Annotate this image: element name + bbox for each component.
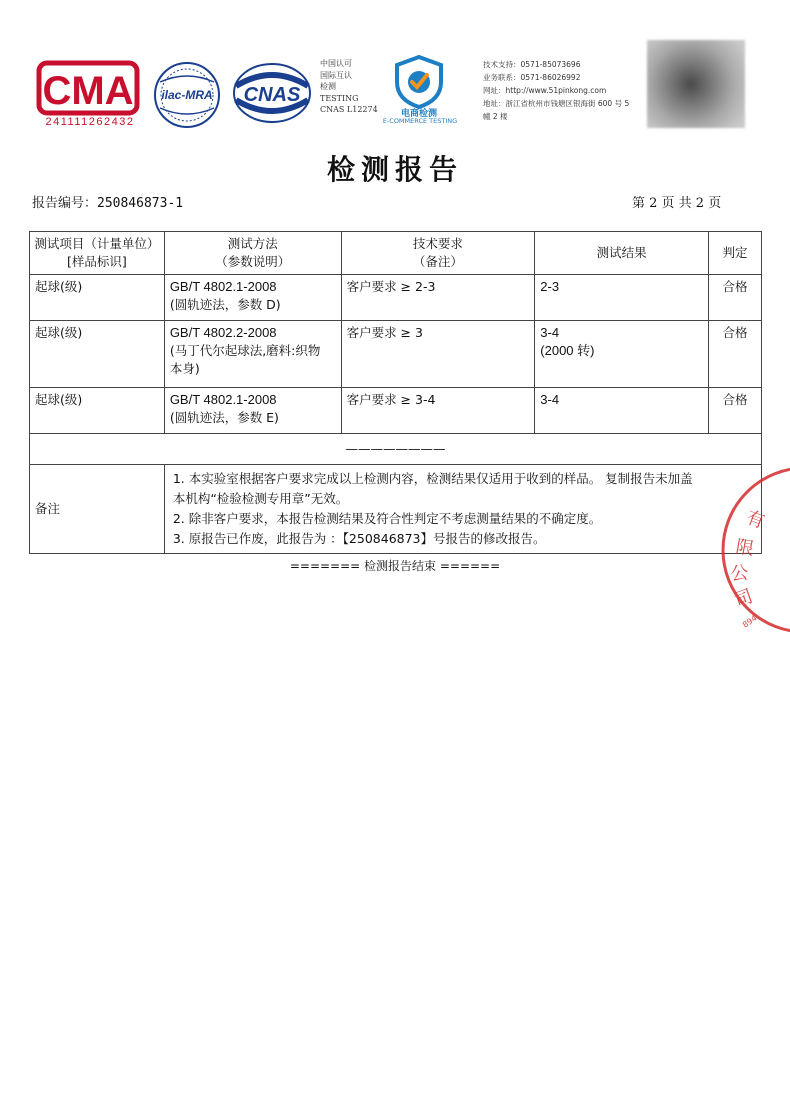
cnas-info-line: 中国认可 <box>320 59 352 68</box>
table-row <box>30 388 762 434</box>
cell-requirement: 客户要求 ≥ 2-3 <box>341 275 535 321</box>
ecommerce-cn-label: 电商检测 <box>400 109 437 119</box>
cell-method <box>164 321 341 388</box>
document-title: 检测报告 <box>326 153 463 186</box>
method-note: (马丁代尔起球法,磨料:织物 <box>169 343 321 358</box>
cell-item: 起球(级) <box>30 388 165 434</box>
contact-line: 幢 2 楼 <box>483 112 508 121</box>
header-line2: （备注） <box>412 254 463 269</box>
separator-line: ———————— <box>30 434 762 465</box>
notes-row <box>30 465 762 554</box>
header-line2: （参数说明） <box>215 254 291 269</box>
cell-verdict: 合格 <box>709 275 762 321</box>
cell-result: 2-3 <box>535 275 709 321</box>
contact-line: 网址：http://www.51pinkong.com <box>483 86 607 95</box>
cell-method <box>164 275 341 321</box>
notes-label: 备注 <box>30 465 165 554</box>
header-line1: 判定 <box>722 245 748 260</box>
header-line1: 测试结果 <box>596 245 647 260</box>
cnas-logo <box>232 62 312 124</box>
seal-char: 司 <box>731 585 756 612</box>
header-cell <box>709 232 762 275</box>
table-header-row <box>30 232 762 275</box>
ecommerce-shield-icon <box>392 54 446 110</box>
method-note: (圆轨迹法，参数 E) <box>169 410 279 425</box>
ilac-mra-logo <box>152 60 222 130</box>
cell-requirement: 客户要求 ≥ 3-4 <box>341 388 535 434</box>
cell-result <box>535 321 709 388</box>
result-note: (2000 转) <box>540 343 595 358</box>
note-line: 1. 本实验室根据客户要求完成以上检测内容，检测结果仅适用于收到的样品。 复制报告未加盖 <box>172 471 693 486</box>
cnas-logo-text: CNAS <box>243 84 301 106</box>
cell-item: 起球(级) <box>30 275 165 321</box>
cnas-info-line: 检测 <box>320 82 336 91</box>
header-line1: 技术要求 <box>412 236 463 251</box>
seal-char: 公 <box>729 562 750 585</box>
header-cell <box>164 232 341 275</box>
cma-letters: CMA <box>42 69 134 113</box>
cnas-info-line: TESTING <box>320 93 359 103</box>
method-standard: GB/T 4802.1-2008 <box>169 392 277 407</box>
header-line2: [样品标识] <box>67 254 127 269</box>
note-line: 3. 原报告已作废，此报告为 ：【250846873】号报告的修改报告。 <box>172 531 546 546</box>
table-row <box>30 321 762 388</box>
ecommerce-en-label: E-COMMERCE TESTING <box>382 117 458 125</box>
report-end-marker: ======= 检测报告结束 ====== <box>289 559 501 573</box>
seal-char: 限 <box>734 536 756 561</box>
header-cell <box>535 232 709 275</box>
header-cell <box>30 232 165 275</box>
seal-digits: 894 <box>740 613 759 630</box>
report-number: 报告编号：250846873-1 <box>32 196 184 211</box>
notes-content <box>164 465 761 554</box>
contact-line: 业务联系：0571-86026992 <box>483 73 581 82</box>
method-note: (圆轨迹法，参数 D) <box>169 297 281 312</box>
page-info: 第 2 页 共 2 页 <box>632 196 722 211</box>
method-standard: GB/T 4802.1-2008 <box>169 279 277 294</box>
contact-line: 地址：浙江省杭州市钱塘区银海街 600 号 5 <box>483 99 630 108</box>
qr-code-image <box>647 40 745 128</box>
cell-item: 起球(级) <box>30 321 165 388</box>
seal-char: 有 <box>743 506 768 533</box>
method-note-cont: 本身) <box>169 361 200 376</box>
table-row <box>30 275 762 321</box>
ilac-text: ilac-MRA <box>161 88 213 102</box>
cell-verdict: 合格 <box>709 321 762 388</box>
cnas-info <box>320 58 378 116</box>
cell-result: 3-4 <box>535 388 709 434</box>
note-line: 本机构“检验检测专用章”无效。 <box>172 491 349 506</box>
results-table <box>29 231 762 554</box>
company-seal-stamp <box>715 460 790 640</box>
cell-requirement: 客户要求 ≥ 3 <box>341 321 535 388</box>
header-line1: 测试项目（计量单位） <box>34 236 160 251</box>
contact-info <box>483 58 643 123</box>
cell-method <box>164 388 341 434</box>
cma-number: 241111262432 <box>45 116 135 128</box>
header-cell <box>341 232 535 275</box>
cnas-info-line: 国际互认 <box>320 70 352 80</box>
result-value: 3-4 <box>540 325 560 340</box>
separator-row <box>30 434 762 465</box>
method-standard: GB/T 4802.2-2008 <box>169 325 277 340</box>
contact-line: 技术支持：0571-85073696 <box>483 60 581 69</box>
header-line1: 测试方法 <box>227 236 278 251</box>
cnas-info-line: CNAS L12274 <box>320 105 378 114</box>
cell-verdict: 合格 <box>709 388 762 434</box>
note-line: 2. 除非客户要求，本报告检测结果及符合性判定不考虑测量结果的不确定度。 <box>172 511 602 526</box>
